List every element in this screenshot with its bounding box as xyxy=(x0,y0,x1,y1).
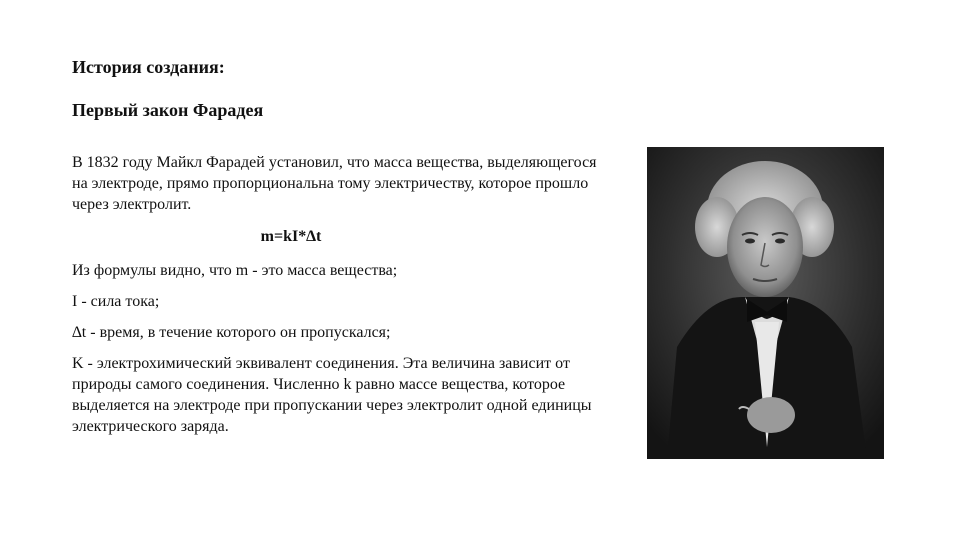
formula xyxy=(72,226,612,247)
current-definition: I - сила тока; xyxy=(72,293,160,310)
formula-text: m=kI*∆t xyxy=(260,228,322,245)
mass-definition: Из формулы видно, что m - это масса вещества; xyxy=(72,262,398,279)
law-heading: Первый закон Фарадея xyxy=(72,100,264,120)
time-definition: ∆t - время, в течение которого он пропускался; xyxy=(72,324,391,341)
faraday-portrait xyxy=(647,147,884,459)
equivalent-definition: K - электрохимический эквивалент соединения. Эта величина зависит от природы самого соединения. Численно k равно массе вещества, которое выделяется на электроде при пропускании через электролит одной единицы электрического заряда. xyxy=(72,355,592,435)
portrait-photo-icon xyxy=(647,147,884,459)
intro-paragraph: В 1832 году Майкл Фарадей установил, что масса вещества, выделяющегося на электроде, прямо пропорциональна тому электричеству, которое прошло через электролит. xyxy=(72,154,597,213)
history-heading: История создания: xyxy=(72,57,225,77)
